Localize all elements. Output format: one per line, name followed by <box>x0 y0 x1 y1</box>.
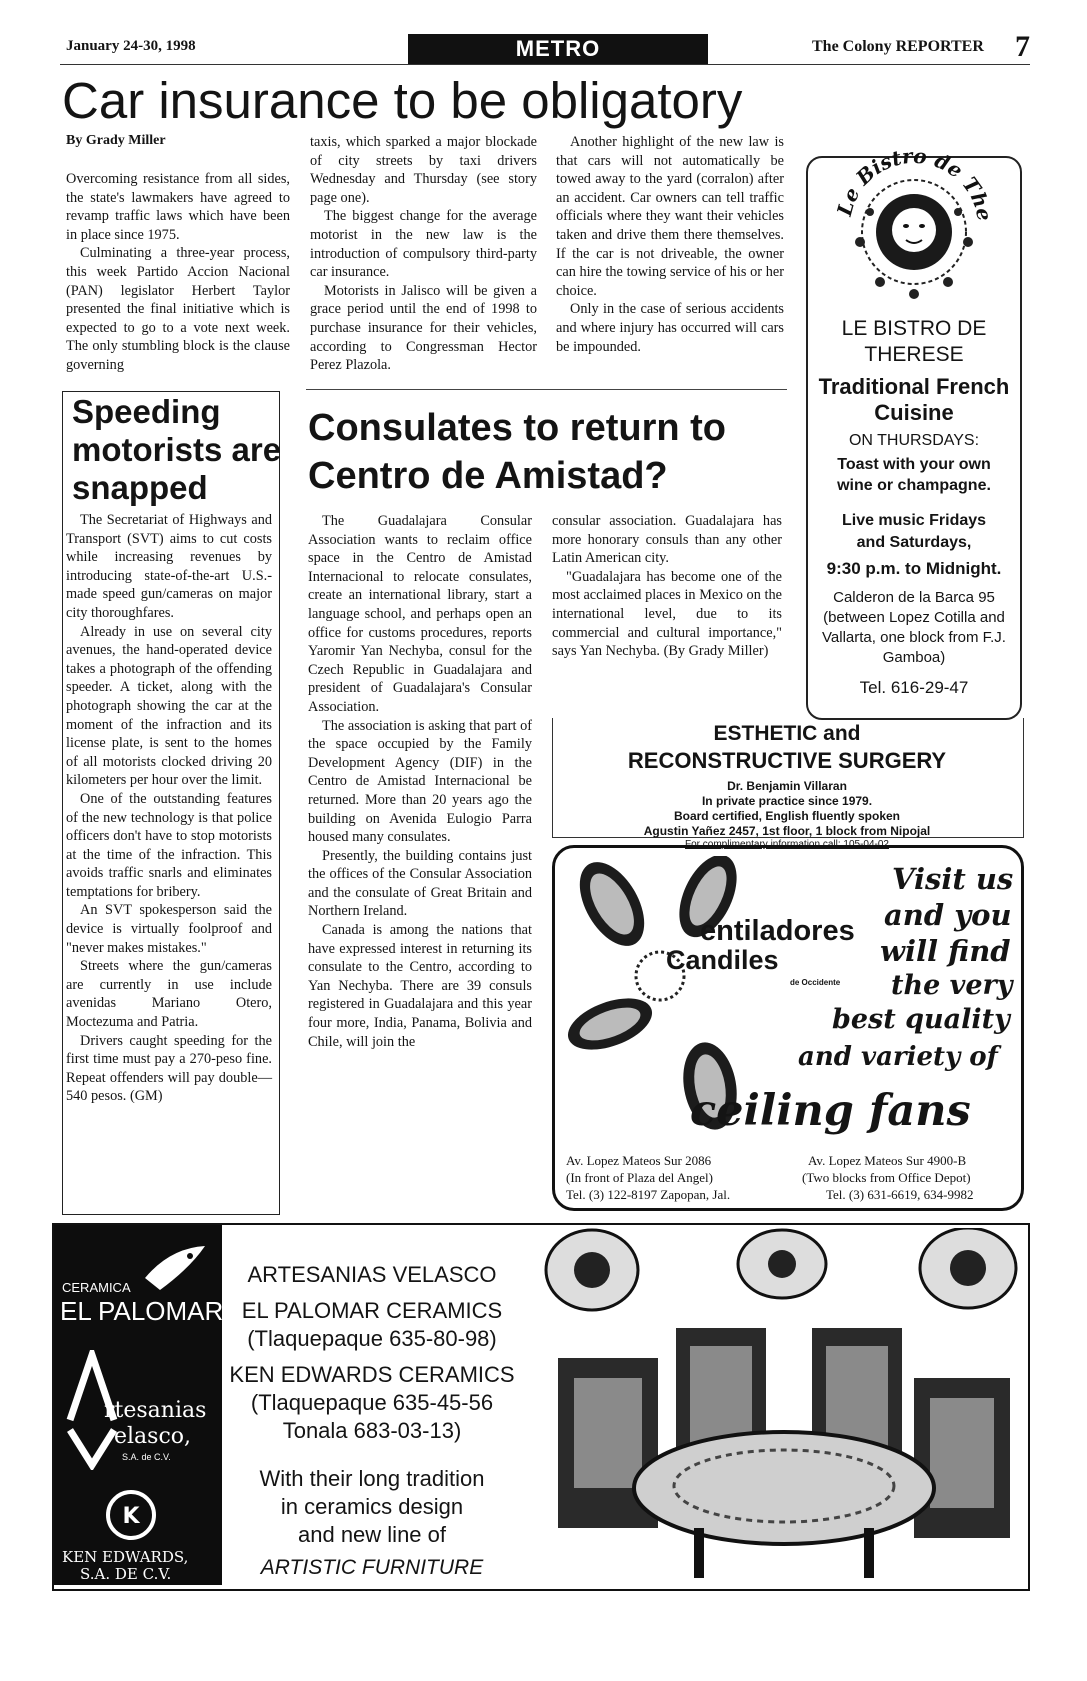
ceramics-line-6: Tonala 683-03-13) <box>282 1418 462 1443</box>
paragraph: Motorists in Jalisco will be given a grace period until the end of 1998 to purchase insurance for their vehicles, according to Congressman Hector Perez Plazola. <box>310 282 537 374</box>
fan-slogan-3: will find <box>880 934 1011 968</box>
ceramics-line-8: in ceramics design <box>280 1494 464 1519</box>
fan-slogan-6: and variety of <box>798 1042 998 1072</box>
main-story-column-1 <box>66 170 290 375</box>
ceramics-line-10: ARTISTIC FURNITURE <box>260 1556 484 1579</box>
fan-slogan-7: ceiling fans <box>690 1086 971 1136</box>
svg-text:K: K <box>122 1504 140 1529</box>
esthetic-title-1: ESTHETIC and <box>713 722 861 745</box>
header-rule <box>60 64 1030 65</box>
bistro-address: Calderon de la Barca 95 (between Lopez Cotilla and Vallarta, one block from F.J. Gamboa) <box>822 589 1006 666</box>
bistro-byo: Toast with your own wine or champagne. <box>837 456 991 494</box>
newspaper-name: The Colony REPORTER <box>812 38 984 55</box>
ceramics-logo-mid-3: S.A. de C.V. <box>122 1452 171 1462</box>
consulates-column-1 <box>308 512 532 1051</box>
paragraph: Streets where the gun/cameras are currently in use include avenidas Mariano Otero, Moctezuma and Patria. <box>66 958 272 1031</box>
paragraph: consular association. Guadalajara has more honorary consuls than any other Latin American city. <box>552 513 782 567</box>
bistro-logo <box>820 132 1008 312</box>
issue-date: January 24-30, 1998 <box>66 38 196 54</box>
ceramics-line-3: (Tlaquepaque 635-80-98) <box>247 1326 497 1351</box>
paragraph: "Guadalajara has become one of the most acclaimed places in Mexico on the international level, due to its commercial and cultural importance," says Yan Nechyba. (By Grady Miller) <box>552 568 782 660</box>
paragraph: Only in the case of serious accidents and where injury has occurred will cars be impounded. <box>556 301 784 355</box>
bistro-hours: 9:30 p.m. to Midnight. <box>826 559 1002 578</box>
fan-address-2-line-2: (Two blocks from Office Depot) <box>802 1170 971 1185</box>
ceramics-line-7: With their long tradition <box>259 1466 485 1491</box>
consulates-column-2 <box>552 512 782 661</box>
fan-address-2-line-1: Av. Lopez Mateos Sur 4900-B <box>808 1153 967 1168</box>
paragraph: Overcoming resistance from all sides, the state's lawmakers have agreed to revamp traffic laws which have been in place since 1975. <box>66 171 290 243</box>
ceramics-logo-mid-1: rtesanias <box>104 1398 207 1423</box>
fan-slogan-2: and you <box>884 898 1012 932</box>
fan-slogan-1: Visit us <box>892 862 1014 896</box>
consulates-headline: Consulates to return to Centro de Amistad? <box>308 407 727 497</box>
paragraph: Already in use on several city avenues, the hand-operated device takes a photograph of the offending speeder. A ticket, along with the photograph showing the car at the moment of the infraction and its license plate, is sent to the homes of all motorists clocked driving 20 kilometers per hour over the limit. <box>66 623 272 789</box>
paragraph: Canada is among the nations that have expressed interest in returning its consulate to the Centro, according to Yan Nechyba. There are 39 consuls registered in Guadalajara and this year four more, India, Panama, Bolivia and Chile, will join the <box>308 922 532 1050</box>
paragraph: The Guadalajara Consular Association wants to reclaim office space in the Centro de Amistad Internacional to relocate consulates, create an international library, start a language school, and perhaps open an office for customs procedures, reports Yaromir Yan Nechyba, consul for the Czech Republic in Guadalajara and president of Guadalajara's Consular Association. <box>308 513 532 715</box>
esthetic-certified: Board certified, English fluently spoken <box>673 809 901 823</box>
main-byline: By Grady Miller <box>66 133 166 148</box>
paragraph: An SVT spokesperson said the device is virtually foolproof and "never makes mistakes." <box>66 902 272 956</box>
fan-address-1-line-2: (In front of Plaza del Angel) <box>566 1170 713 1185</box>
bistro-cuisine: Traditional French Cuisine <box>818 374 1010 425</box>
paragraph: Culminating a three-year process, this week Partido Accion Nacional (PAN) legislator Herbert Taylor presented the final initiative which is expected to go to a vote next week. The only stumbling block is the clause governing <box>66 245 290 373</box>
paragraph: The biggest change for the average motorist in the new law is the introduction of compulsory third-party car insurance. <box>310 208 537 281</box>
bistro-thursdays: ON THURSDAYS: <box>848 432 980 449</box>
paragraph: One of the outstanding features of the new technology is that police officers don't have to stop motorists at the time of the infraction. This avoids traffic snarls and eliminates temptations for bribery. <box>66 790 272 900</box>
ceramics-line-1: ARTESANIAS VELASCO <box>247 1262 497 1287</box>
bistro-phone: Tel. 616-29-47 <box>859 678 969 697</box>
main-story-column-3 <box>556 133 784 356</box>
dove-icon <box>140 1238 210 1303</box>
section-banner: METRO <box>408 34 708 64</box>
fan-address-1-line-3: Tel. (3) 122-8197 Zapopan, Jal. <box>566 1187 731 1202</box>
ceramics-logo-top-1: CERAMICA <box>62 1280 131 1295</box>
ceramics-logo-mid-2: elasco, <box>114 1424 192 1449</box>
fan-brand-1: entiladores <box>700 915 855 947</box>
fan-address-2-line-3: Tel. (3) 631-6619, 634-9982 <box>826 1187 974 1202</box>
ceramics-logo-top-2: EL PALOMAR <box>60 1296 224 1326</box>
ceramics-line-4: KEN EDWARDS CERAMICS <box>229 1362 515 1387</box>
bistro-logo-lettering: Le Bistro de The <box>832 143 997 223</box>
fan-brand-2: Candiles <box>666 945 779 975</box>
ceramics-logo-bottom-2: S.A. DE C.V. <box>80 1565 172 1583</box>
ken-edwards-logo-icon <box>104 1488 158 1547</box>
esthetic-title-2: RECONSTRUCTIVE SURGERY <box>627 748 947 773</box>
ceramics-logo-bottom-1: KEN EDWARDS, <box>62 1548 189 1566</box>
main-story-column-2 <box>310 133 537 375</box>
paragraph: taxis, which sparked a major blockade of city streets by taxi drivers Wednesday and Thursday (see story page one). <box>310 134 537 206</box>
paragraph: The association is asking that part of the space occupied by the Family Development Agency (DIF) in the Centro de Amistad Internacional be returned. More than 20 years ago the building on Avenida Eulogio Parra housed many consulates. <box>308 717 532 846</box>
esthetic-doctor: Dr. Benjamin Villaran <box>727 779 847 793</box>
esthetic-info: For complimentary information call: 105-04-02 <box>685 839 889 850</box>
speeding-headline: Speeding motorists are snapped <box>72 393 282 506</box>
paragraph: Drivers caught speeding for the first time must pay a 270-peso fine. Repeat offenders will pay double— 540 pesos. (GM) <box>66 1032 272 1105</box>
esthetic-since: In private practice since 1979. <box>701 794 873 808</box>
ceramics-line-2: EL PALOMAR CERAMICS <box>241 1298 503 1323</box>
ceramics-line-9: and new line of <box>298 1522 446 1547</box>
furniture-photo <box>544 1228 1022 1584</box>
paragraph: Another highlight of the new law is that cars will not automatically be towed away to the yard (corralon) after an accident. Car owners can tell traffic officials where they want their vehicles taken and drive them there themselves. If the car is not driveable, the owner can hire the towing service of his or her choice. <box>556 134 784 299</box>
fan-slogan-4: the very <box>891 970 1013 1001</box>
esthetic-address: Agustin Yañez 2457, 1st floor, 1 block from Nipojal <box>643 824 931 838</box>
column-rule <box>306 389 787 390</box>
bistro-music: Live music Fridays and Saturdays, <box>841 512 987 551</box>
page-number: 7 <box>1015 30 1030 63</box>
fan-brand-3: de Occidente <box>790 978 841 987</box>
paragraph: Presently, the building contains just the offices of the Consular Association and the consulate of Great Britain and Northern Ireland. <box>308 847 532 920</box>
ceramics-line-5: (Tlaquepaque 635-45-56 <box>250 1390 494 1415</box>
fan-address-1-line-1: Av. Lopez Mateos Sur 2086 <box>566 1153 712 1168</box>
fan-slogan-5: best quality <box>832 1004 1010 1035</box>
paragraph: The Secretariat of Highways and Transport (SVT) aims to cut costs while increasing revenues by introducing state-of-the-art U.S.-made speed gun/cameras on major city thoroughfares. <box>66 512 272 621</box>
speeding-story-body <box>66 511 272 1106</box>
main-headline: Car insurance to be obligatory <box>62 72 743 129</box>
bistro-name: LE BISTRO DE THERESE <box>841 317 987 366</box>
